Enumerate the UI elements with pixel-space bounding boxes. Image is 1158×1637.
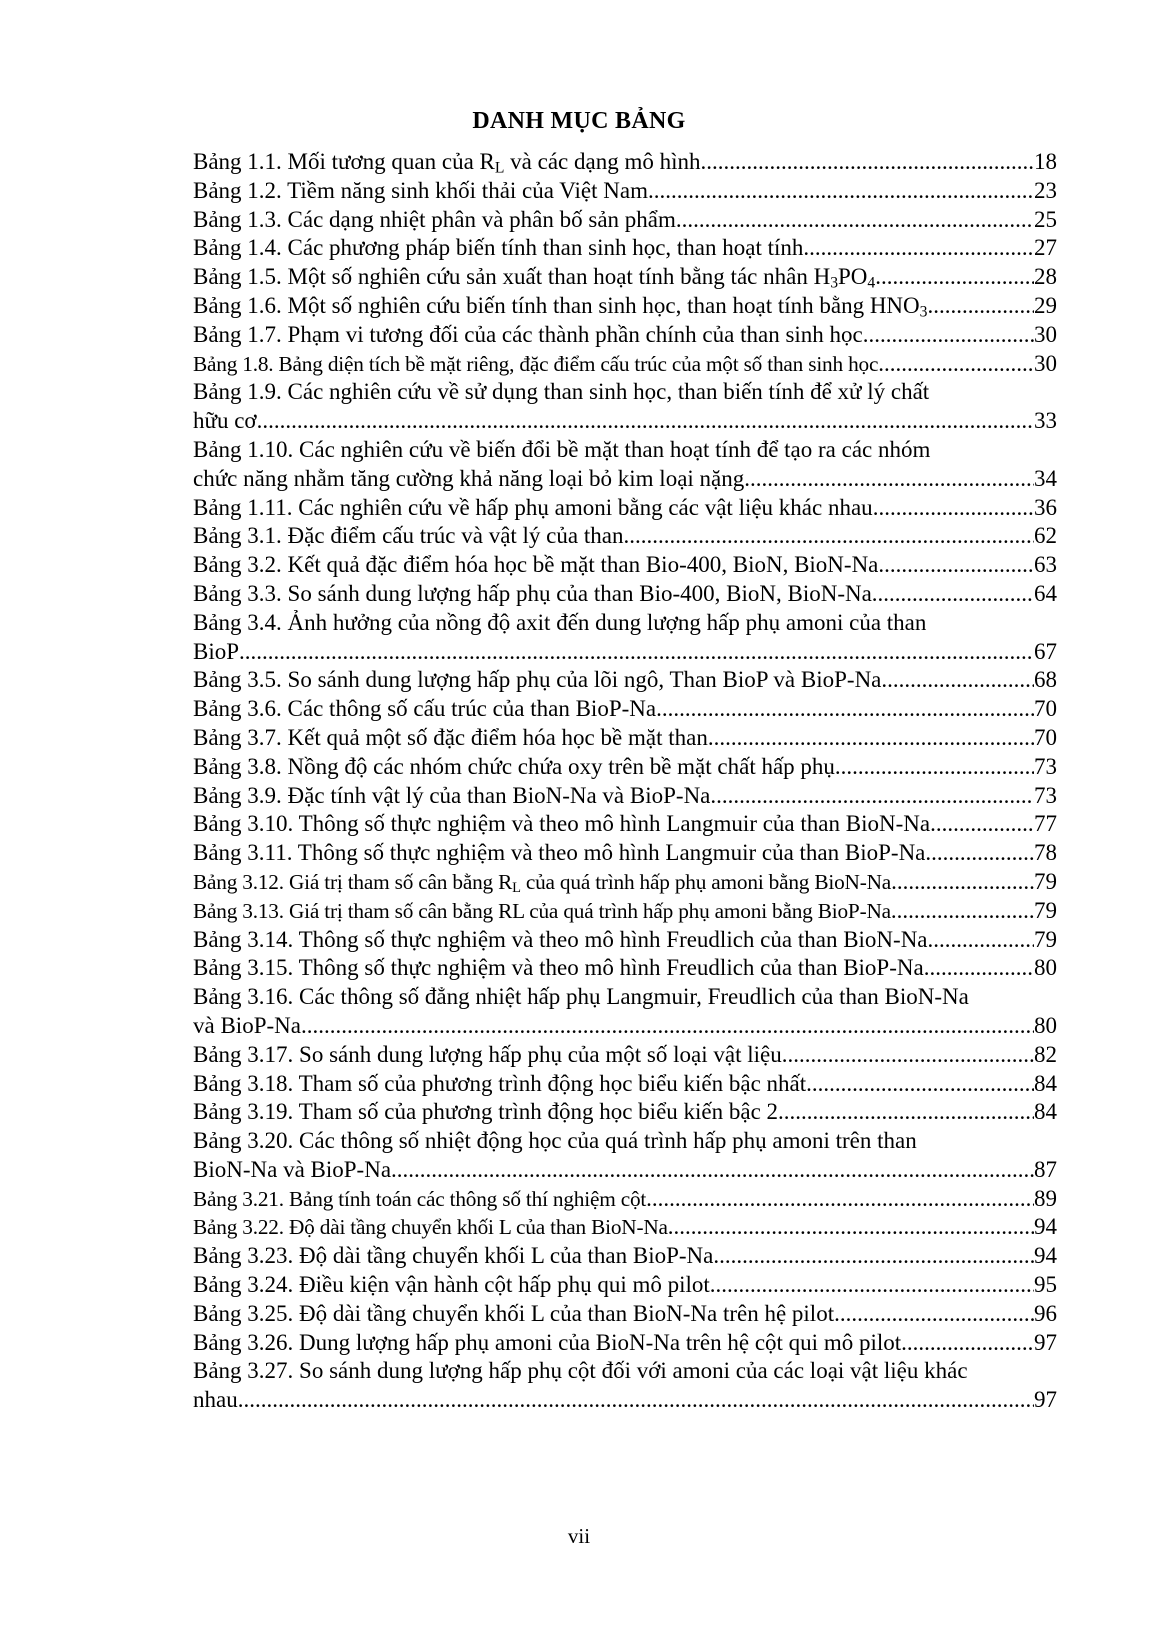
entry-page: 80 xyxy=(1034,1012,1057,1038)
entry-page: 27 xyxy=(1034,235,1057,261)
entry-title: Bảng 3.7. Kết quả một số đặc điểm hóa học bề mặt than xyxy=(193,724,708,750)
entry-page: 77 xyxy=(1034,811,1057,837)
entry-title: Bảng 3.19. Tham số của phương trình động học biểu kiến bậc 2 xyxy=(193,1099,779,1125)
entry-title: Bảng 3.1. Đặc điểm cấu trúc và vật lý của than xyxy=(193,523,624,549)
entry-title: Bảng 1.2. Tiềm năng sinh khối thải của Việt Nam xyxy=(193,177,648,203)
toc-entry xyxy=(193,1357,1057,1415)
toc-entry xyxy=(193,206,1057,235)
toc-entry xyxy=(193,580,1057,609)
entry-page: 89 xyxy=(1034,1185,1057,1211)
entry-page: 87 xyxy=(1034,1156,1057,1182)
entry-title: Bảng 1.4. Các phương pháp biến tính than sinh học, than hoạt tính xyxy=(193,235,804,261)
entry-page: 67 xyxy=(1034,638,1057,664)
entry-title: Bảng 3.2. Kết quả đặc điểm hóa học bề mặt than Bio-400, BioN, BioN-Na xyxy=(193,552,879,578)
toc-entry xyxy=(193,753,1057,782)
entry-title: Bảng 3.23. Độ dài tầng chuyển khối L của than BioP-Na xyxy=(193,1243,714,1269)
entry-page: 23 xyxy=(1034,177,1057,203)
toc-entry xyxy=(193,292,1057,321)
entry-title: Bảng 1.9. Các nghiên cứu về sử dụng than sinh học, than biến tính để xử lý chất xyxy=(193,379,930,405)
toc-entry xyxy=(193,1070,1057,1099)
entry-title: Bảng 3.8. Nồng độ các nhóm chức chứa oxy trên bề mặt chất hấp phụ xyxy=(193,753,835,779)
toc-entry xyxy=(193,954,1057,983)
toc-entry xyxy=(193,1185,1057,1214)
entry-title: Bảng 1.8. Bảng diện tích bề mặt riêng, đặc điểm cấu trúc của một số than sinh học xyxy=(193,351,879,376)
entry-title-continued: BioN-Na và BioP-Na xyxy=(193,1156,392,1182)
toc-entry xyxy=(193,1127,1057,1185)
entry-title: Bảng 1.7. Phạm vi tương đối của các thành phần chính của than sinh học xyxy=(193,321,863,347)
entry-title-continued: nhau xyxy=(193,1387,238,1413)
entry-page: 82 xyxy=(1034,1041,1057,1067)
entry-page: 64 xyxy=(1034,580,1057,606)
toc-entry xyxy=(193,378,1057,436)
toc-entry xyxy=(193,263,1057,292)
toc-entry xyxy=(193,666,1057,695)
toc-entry xyxy=(193,1271,1057,1300)
entry-page: 63 xyxy=(1034,552,1057,578)
entry-title: Bảng 3.27. So sánh dung lượng hấp phụ cột đối với amoni của các loại vật liệu khác xyxy=(193,1358,968,1384)
toc-entry xyxy=(193,868,1057,897)
entry-title: Bảng 3.26. Dung lượng hấp phụ amoni của BioN-Na trên hệ cột qui mô pilot. xyxy=(193,1329,907,1355)
entry-title-continued: chức năng nhằm tăng cường khả năng loại bỏ kim loại nặng xyxy=(193,465,745,491)
entry-title: Bảng 3.16. Các thông số đẳng nhiệt hấp phụ Langmuir, Freudlich của than BioN-Na xyxy=(193,984,969,1010)
entry-title: Bảng 1.3. Các dạng nhiệt phân và phân bố sản phẩm xyxy=(193,206,676,232)
table-list xyxy=(193,148,1057,1415)
toc-entry xyxy=(193,1098,1057,1127)
entry-title: Bảng 3.12. Giá trị tham số cân bằng $R_L$ của quá trình hấp phụ amoni bằng BioN-Na xyxy=(193,869,892,897)
toc-entry xyxy=(193,1300,1057,1329)
entry-page: 70 xyxy=(1034,724,1057,750)
toc-entry xyxy=(193,983,1057,1041)
entry-title: Bảng 3.4. Ảnh hưởng của nồng độ axit đến dung lượng hấp phụ amoni của than xyxy=(193,609,927,635)
toc-entry xyxy=(193,234,1057,263)
entry-title: Bảng 3.11. Thông số thực nghiệm và theo mô hình Langmuir của than BioP-Na xyxy=(193,840,926,866)
entry-title: Bảng 1.1. Mối tương quan của $R_L$ và các dạng mô hình xyxy=(193,149,701,177)
entry-page: 79 xyxy=(1034,926,1057,952)
toc-entry xyxy=(193,1213,1057,1242)
toc-entry xyxy=(193,839,1057,868)
entry-title: Bảng 3.20. Các thông số nhiệt động học của quá trình hấp phụ amoni trên than xyxy=(193,1128,917,1154)
entry-title: Bảng 3.10. Thông số thực nghiệm và theo mô hình Langmuir của than BioN-Na xyxy=(193,811,931,837)
entry-page: 94 xyxy=(1034,1214,1057,1240)
toc-entry xyxy=(193,494,1057,523)
page-title: DANH MỤC BẢNG xyxy=(472,108,686,134)
entry-title: Bảng 3.3. So sánh dung lượng hấp phụ của than Bio-400, BioN, BioN-Na xyxy=(193,580,872,606)
entry-page: 62 xyxy=(1034,523,1057,549)
entry-page: 73 xyxy=(1034,753,1057,779)
entry-page: 97 xyxy=(1034,1387,1057,1413)
entry-page: 84 xyxy=(1034,1099,1057,1125)
entry-page: 30 xyxy=(1034,350,1057,376)
toc-entry xyxy=(193,926,1057,955)
entry-title: Bảng 3.18. Tham số của phương trình động học biểu kiến bậc nhất xyxy=(193,1070,807,1096)
entry-page: 68 xyxy=(1034,667,1057,693)
toc-entry xyxy=(193,897,1057,926)
toc-entry xyxy=(193,1329,1057,1358)
entry-page: 78 xyxy=(1034,840,1057,866)
entry-page: 73 xyxy=(1034,782,1057,808)
toc-entry xyxy=(193,724,1057,753)
entry-title: Bảng 3.24. Điều kiện vận hành cột hấp phụ qui mô pilot xyxy=(193,1272,710,1298)
toc-entry xyxy=(193,810,1057,839)
entry-page: 80 xyxy=(1034,955,1057,981)
entry-title: Bảng 3.14. Thông số thực nghiệm và theo mô hình Freudlich của than BioN-Na xyxy=(193,926,928,952)
toc-entry xyxy=(193,609,1057,667)
entry-page: 34 xyxy=(1034,465,1057,491)
entry-page: 33 xyxy=(1034,408,1057,434)
entry-page: 84 xyxy=(1034,1070,1057,1096)
entry-title: Bảng 3.17. So sánh dung lượng hấp phụ của một số loại vật liệu xyxy=(193,1041,782,1067)
entry-title: Bảng 3.15. Thông số thực nghiệm và theo mô hình Freudlich của than BioP-Na xyxy=(193,955,924,981)
entry-page: 28 xyxy=(1034,264,1057,290)
entry-title: Bảng 3.13. Giá trị tham số cân bằng RL của quá trình hấp phụ amoni bằng BioP-Na xyxy=(193,898,891,923)
entry-page: 70 xyxy=(1034,696,1057,722)
toc-entry xyxy=(193,522,1057,551)
entry-page: 25 xyxy=(1034,206,1057,232)
page-number: vii xyxy=(567,1524,591,1548)
toc-entry xyxy=(193,148,1057,177)
entry-title-continued: và BioP-Na xyxy=(193,1012,301,1038)
entry-page: 95 xyxy=(1034,1272,1057,1298)
toc-entry xyxy=(193,551,1057,580)
entry-page: 18 xyxy=(1034,149,1057,174)
entry-title: Bảng 3.21. Bảng tính toán các thông số thí nghiệm cột xyxy=(193,1186,647,1211)
entry-title: Bảng 3.25. Độ dài tầng chuyển khối L của than BioN-Na trên hệ pilot xyxy=(193,1300,835,1326)
entry-title: Bảng 3.9. Đặc tính vật lý của than BioN-Na và BioP-Na xyxy=(193,782,711,808)
entry-page: 36 xyxy=(1034,494,1057,520)
toc-entry xyxy=(193,436,1057,494)
toc-entry xyxy=(193,1242,1057,1271)
toc-entry xyxy=(193,350,1057,379)
entry-title: Bảng 3.22. Độ dài tầng chuyển khối L của than BioN-Na xyxy=(193,1215,668,1240)
entry-page: 29 xyxy=(1034,292,1057,318)
entry-title: Bảng 1.10. Các nghiên cứu về biến đổi bề mặt than hoạt tính để tạo ra các nhóm xyxy=(193,436,931,462)
toc-entry xyxy=(193,1041,1057,1070)
entry-title: Bảng 3.5. So sánh dung lượng hấp phụ của lõi ngô, Than BioP và BioP-Na xyxy=(193,667,882,693)
entry-page: 96 xyxy=(1034,1300,1057,1326)
toc-entry xyxy=(193,782,1057,811)
entry-title: Bảng 3.6. Các thông số cấu trúc của than BioP-Na xyxy=(193,696,657,722)
entry-title: Bảng 1.11. Các nghiên cứu về hấp phụ amoni bằng các vật liệu khác nhau xyxy=(193,494,873,520)
toc-entry xyxy=(193,321,1057,350)
entry-page: 79 xyxy=(1034,897,1057,923)
entry-title-continued: BioP xyxy=(193,638,240,664)
entry-page: 94 xyxy=(1034,1243,1057,1269)
entry-page: 97 xyxy=(1034,1329,1057,1355)
entry-title: Bảng 1.5. Một số nghiên cứu sản xuất than hoạt tính bằng tác nhân $H_3PO_4$ xyxy=(193,264,876,292)
toc-entry xyxy=(193,695,1057,724)
entry-page: 79 xyxy=(1034,868,1057,894)
entry-title: Bảng 1.6. Một số nghiên cứu biến tính than sinh học, than hoạt tính bằng $HNO_3$ xyxy=(193,292,928,321)
toc-entry xyxy=(193,177,1057,206)
entry-title-continued: hữu cơ xyxy=(193,408,257,434)
entry-page: 30 xyxy=(1034,321,1057,347)
